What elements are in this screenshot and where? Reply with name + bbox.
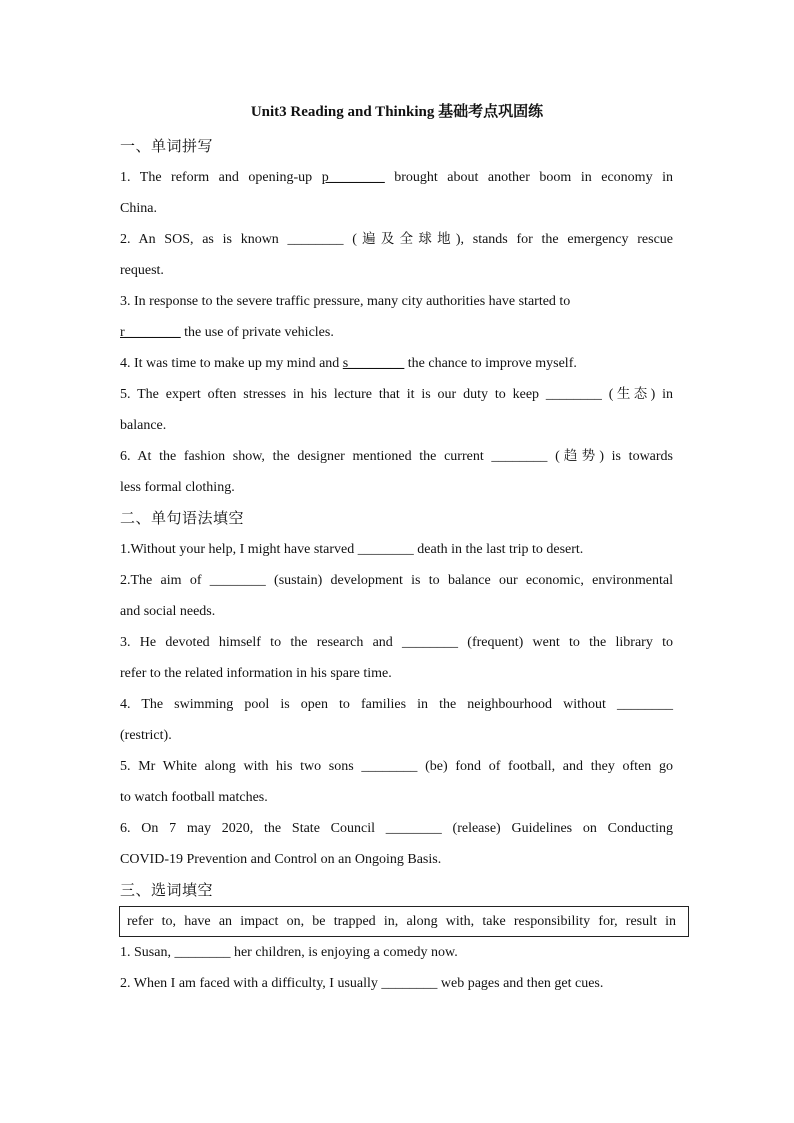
s1-q5-text: 5. The expert often stresses in his lecture that it is our duty to keep ________ (	[120, 387, 614, 402]
section1-heading: 一、单词拼写	[120, 137, 214, 155]
s2-q6-line2: COVID-19 Prevention and Control on an Ongoing Basis.	[120, 852, 442, 867]
s2-q6-line1: 6. On 7 may 2020, the State Council ________ (release) Guidelines on Conducting	[120, 821, 673, 836]
s1-q6-hint: 趋势	[559, 448, 600, 464]
s2-q5-line1: 5. Mr White along with his two sons ________ (be) fond of football, and they often go	[120, 759, 673, 774]
s1-q2-text-after: ), stands for the emergency rescue	[455, 232, 674, 247]
s1-q2-line1	[120, 224, 673, 255]
s2-q2-line2: and social needs.	[120, 604, 216, 619]
s1-q5-line2: balance.	[120, 418, 167, 433]
s1-q4-text: 4. It was time to make up my mind and	[120, 356, 343, 371]
s3-q2-line1: 2. When I am faced with a difficulty, I usually ________ web pages and then get cues.	[120, 976, 604, 991]
s1-q2-hint: 遍及全球地	[356, 231, 456, 247]
section3-heading: 三、选词填空	[120, 881, 214, 899]
s1-q5-hint: 生态	[613, 386, 651, 402]
s1-q4-line1	[120, 348, 673, 379]
s1-q3-line2	[120, 317, 673, 348]
s1-q1-blank[interactable]: p________	[321, 170, 385, 185]
s2-q5-line2: to watch football matches.	[120, 790, 268, 805]
s2-q3-line1: 3. He devoted himself to the research and ________ (frequent) went to the library to	[120, 635, 673, 650]
s2-q4-line1: 4. The swimming pool is open to families in the neighbourhood without ________	[120, 697, 673, 712]
s1-q5-line1	[120, 379, 673, 410]
s1-q1-text: 1. The reform and opening-up	[120, 170, 322, 185]
section2-heading: 二、单句语法填空	[120, 509, 245, 527]
word-bank-box: refer to, have an impact on, be trapped in, along with, take responsibility for, result in	[119, 906, 689, 937]
s1-q3-text-after: the use of private vehicles.	[180, 325, 334, 340]
s1-q6-text-after: ) is towards	[599, 449, 674, 464]
s2-q4-line2: (restrict).	[120, 728, 172, 743]
s3-q1-line1: 1. Susan, ________ her children, is enjoying a comedy now.	[120, 945, 458, 960]
s1-q4-blank[interactable]: s________	[342, 356, 405, 371]
s1-q2-line2: request.	[120, 263, 164, 278]
s1-q3-line1: 3. In response to the severe traffic pressure, many city authorities have started to	[120, 294, 571, 309]
worksheet-content	[120, 131, 676, 999]
s1-q5-text-after: ) in	[650, 387, 674, 402]
s1-q4-text-after: the chance to improve myself.	[404, 356, 577, 371]
s1-q6-line2: less formal clothing.	[120, 480, 235, 495]
s1-q6-text: 6. At the fashion show, the designer mentioned the current ________ (	[120, 449, 560, 464]
s1-q1-line2: China.	[120, 201, 157, 216]
s1-q2-text: 2. An SOS, as is known ________ (	[120, 232, 357, 247]
s1-q1-line1	[120, 162, 673, 193]
s1-q1-text-after: brought about another boom in economy in	[384, 170, 673, 185]
s1-q3-blank[interactable]: r________	[120, 325, 181, 340]
s2-q2-line1: 2.The aim of ________ (sustain) development is to balance our economic, environmental	[120, 573, 673, 588]
page-title: Unit3 Reading and Thinking 基础考点巩固练	[250, 104, 544, 120]
s2-q1-line1: 1.Without your help, I might have starved ________ death in the last trip to desert.	[120, 542, 584, 557]
s1-q6-line1	[120, 441, 673, 472]
s2-q3-line2: refer to the related information in his spare time.	[120, 666, 392, 681]
